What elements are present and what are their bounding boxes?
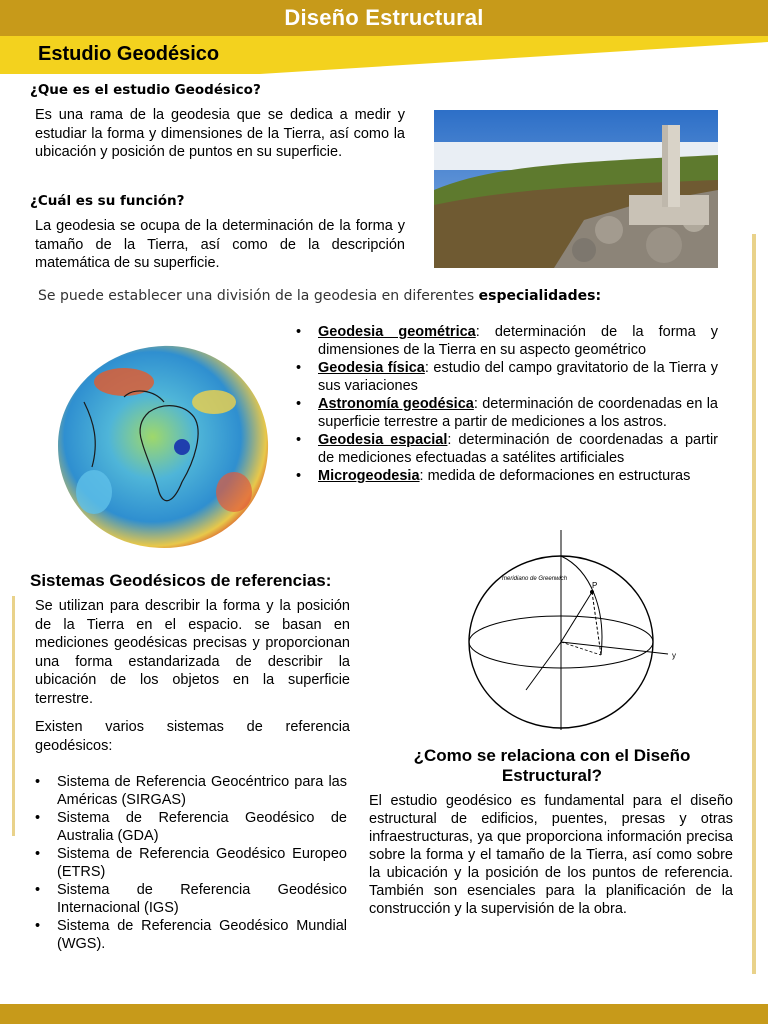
system-item: • Sistema de Referencia Geodésico Europeo (ETRS) bbox=[35, 846, 347, 880]
specialty-item: • Geodesia física: estudio del campo gravitatorio de la Tierra y sus variaciones bbox=[296, 360, 718, 394]
specialty-term: Geodesia espacial bbox=[318, 432, 448, 448]
system-item-text: Sistema de Referencia Geocéntrico para las Américas (SIRGAS) bbox=[57, 774, 347, 808]
right-accent-rule bbox=[752, 234, 756, 974]
specialty-desc: : determinación de coordenadas en la superficie terrestre a partir de mediciones a los astros. bbox=[318, 396, 718, 430]
system-item: • Sistema de Referencia Geodésico Internacional (IGS) bbox=[35, 882, 347, 916]
system-item: • Sistema de Referencia Geodésico Mundial (WGS). bbox=[35, 918, 347, 952]
relation-title: ¿Como se relaciona con el Diseño Estructural? bbox=[413, 746, 691, 785]
systems-body: Se utilizan para describir la forma y la posición de la Tierra en el espacio. se basan en mediciones geodésicas precisas y proporcionan una forma estandarizada de describir la ubicación de los objetos en la superficie terrestre. bbox=[35, 598, 350, 707]
left-accent-rule bbox=[12, 596, 15, 836]
question-funcion: ¿Cuál es su función? bbox=[30, 193, 185, 209]
answer-funcion: La geodesia se ocupa de la determinación de la forma y tamaño de la Tierra, así como de la descripción matemática de su superficie. bbox=[35, 218, 405, 271]
specialty-term: Geodesia geométrica bbox=[318, 324, 476, 340]
footer-band bbox=[0, 1004, 768, 1024]
systems-title: Sistemas Geodésicos de referencias: bbox=[30, 571, 332, 590]
diagram-point-label: P bbox=[592, 581, 598, 590]
specialties-intro bbox=[38, 288, 601, 304]
specialty-desc: : determinación de la forma y dimensiones de la Tierra en su aspecto geométrico bbox=[318, 324, 718, 358]
system-item-text: Sistema de Referencia Geodésico Mundial (WGS). bbox=[57, 918, 347, 952]
specialty-desc: : determinación de coordenadas a partir de mediciones efectuadas a satélites artificiales bbox=[318, 432, 718, 466]
section-title: Estudio Geodésico bbox=[38, 43, 220, 65]
diagram-meridian-label: meridiano de Greenwich bbox=[502, 576, 568, 582]
specialty-item: • Astronomía geodésica: determinación de coordenadas en la superficie terrestre a partir de mediciones a los astros. bbox=[296, 396, 718, 430]
specialty-term: Astronomía geodésica bbox=[318, 396, 474, 412]
system-item-text: Sistema de Referencia Geodésico de Australia (GDA) bbox=[57, 810, 347, 844]
relation-body: El estudio geodésico es fundamental para el diseño estructural de edificios, puentes, presas y otras infraestructuras, ya que proporciona información precisa sobre la forma y el tamaño de la Tierra, así como sobre la ubicación y la posición de los puntos de referencia. También son esenciales para la planificación de la construcción y la supervisión de la obra. bbox=[369, 793, 733, 917]
specialty-item: • Geodesia geométrica: determinación de la forma y dimensiones de la Tierra en su aspecto geométrico bbox=[296, 324, 718, 358]
question-que-es: ¿Que es el estudio Geodésico? bbox=[30, 82, 261, 98]
specialties-intro-bold: especialidades: bbox=[478, 288, 602, 304]
diagram-y-label: y bbox=[672, 651, 676, 660]
systems-list bbox=[35, 773, 347, 953]
specialty-desc: : estudio del campo gravitatorio de la Tierra y sus variaciones bbox=[318, 360, 718, 394]
page-title: Diseño Estructural bbox=[284, 5, 484, 30]
specialty-item: • Microgeodesia: medida de deformaciones en estructuras bbox=[296, 468, 691, 484]
system-item: • Sistema de Referencia Geodésico de Australia (GDA) bbox=[35, 810, 347, 844]
specialty-term: Microgeodesia bbox=[318, 468, 420, 484]
specialty-term: Geodesia física bbox=[318, 360, 425, 376]
geodetic-sphere-diagram bbox=[456, 530, 690, 730]
answer-que-es: Es una rama de la geodesia que se dedica a medir y estudiar la forma y dimensiones de la Tierra, así como la ubicación y posición de puntos en su superficie. bbox=[35, 107, 405, 160]
system-item-text: Sistema de Referencia Geodésico Internacional (IGS) bbox=[57, 882, 347, 916]
specialties-intro-text: Se puede establecer una división de la geodesia en diferentes bbox=[38, 288, 475, 304]
geodesic-marker-photo bbox=[434, 110, 718, 268]
specialty-desc: : medida de deformaciones en estructuras bbox=[419, 468, 691, 484]
specialties-list bbox=[296, 323, 718, 485]
system-item-text: Sistema de Referencia Geodésico Europeo (ETRS) bbox=[57, 846, 347, 880]
systems-list-intro: Existen varios sistemas de referencia geodésicos: bbox=[35, 719, 350, 754]
geoid-globe-image bbox=[54, 342, 272, 552]
specialty-item: • Geodesia espacial: determinación de coordenadas a partir de mediciones efectuadas a satélites artificiales bbox=[296, 432, 718, 466]
system-item: • Sistema de Referencia Geocéntrico para las Américas (SIRGAS) bbox=[35, 774, 347, 808]
